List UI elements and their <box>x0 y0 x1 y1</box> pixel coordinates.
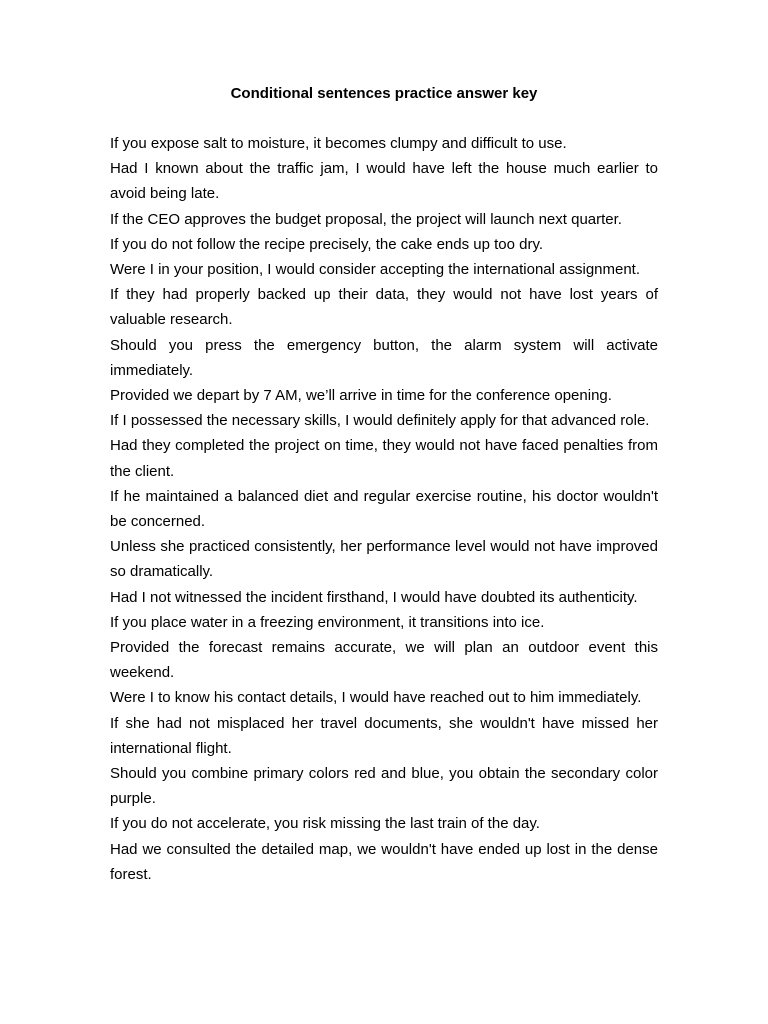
sentence-item: If I possessed the necessary skills, I would definitely apply for that advanced role. <box>110 412 650 430</box>
sentence-item: If he maintained a balanced diet and regular exercise routine, his doctor wouldn't be concerned. <box>110 487 658 531</box>
sentence-item: If they had properly backed up their data, they would not have lost years of valuable research. <box>110 286 658 329</box>
sentence-item: Provided the forecast remains accurate, we will plan an outdoor event this weekend. <box>110 639 658 682</box>
sentence-item: Had we consulted the detailed map, we wouldn't have ended up lost in the dense forest. <box>110 840 658 883</box>
sentence-item: Were I to know his contact details, I would have reached out to him immediately. <box>110 689 642 707</box>
sentence-item: Had I not witnessed the incident firsthand, I would have doubted its authenticity. <box>110 588 638 606</box>
document-page <box>110 84 658 887</box>
sentence-item: Had I known about the traffic jam, I would have left the house much earlier to avoid being late. <box>110 160 658 203</box>
sentence-item: Provided we depart by 7 AM, we’ll arrive in time for the conference opening. <box>110 387 612 405</box>
sentence-item: If you place water in a freezing environment, it transitions into ice. <box>110 613 545 631</box>
sentence-list <box>110 131 658 887</box>
sentence-item: If she had not misplaced her travel documents, she wouldn't have missed her international flight. <box>110 714 658 757</box>
sentence-item: If you do not accelerate, you risk missing the last train of the day. <box>110 815 540 833</box>
sentence-item: Should you press the emergency button, the alarm system will activate immediately. <box>110 336 658 379</box>
sentence-item: If you do not follow the recipe precisely, the cake ends up too dry. <box>110 235 544 253</box>
sentence-item: Were I in your position, I would consider accepting the international assignment. <box>110 261 641 279</box>
sentence-item: Had they completed the project on time, they would not have faced penalties from the client. <box>110 437 658 480</box>
sentence-item: Should you combine primary colors red and blue, you obtain the secondary color purple. <box>110 765 658 808</box>
document-title: Conditional sentences practice answer key <box>230 85 538 102</box>
sentence-item: If you expose salt to moisture, it becomes clumpy and difficult to use. <box>110 135 567 152</box>
sentence-item: If the CEO approves the budget proposal, the project will launch next quarter. <box>110 210 622 228</box>
sentence-item: Unless she practiced consistently, her performance level would not have improved so dramatically. <box>110 538 658 581</box>
